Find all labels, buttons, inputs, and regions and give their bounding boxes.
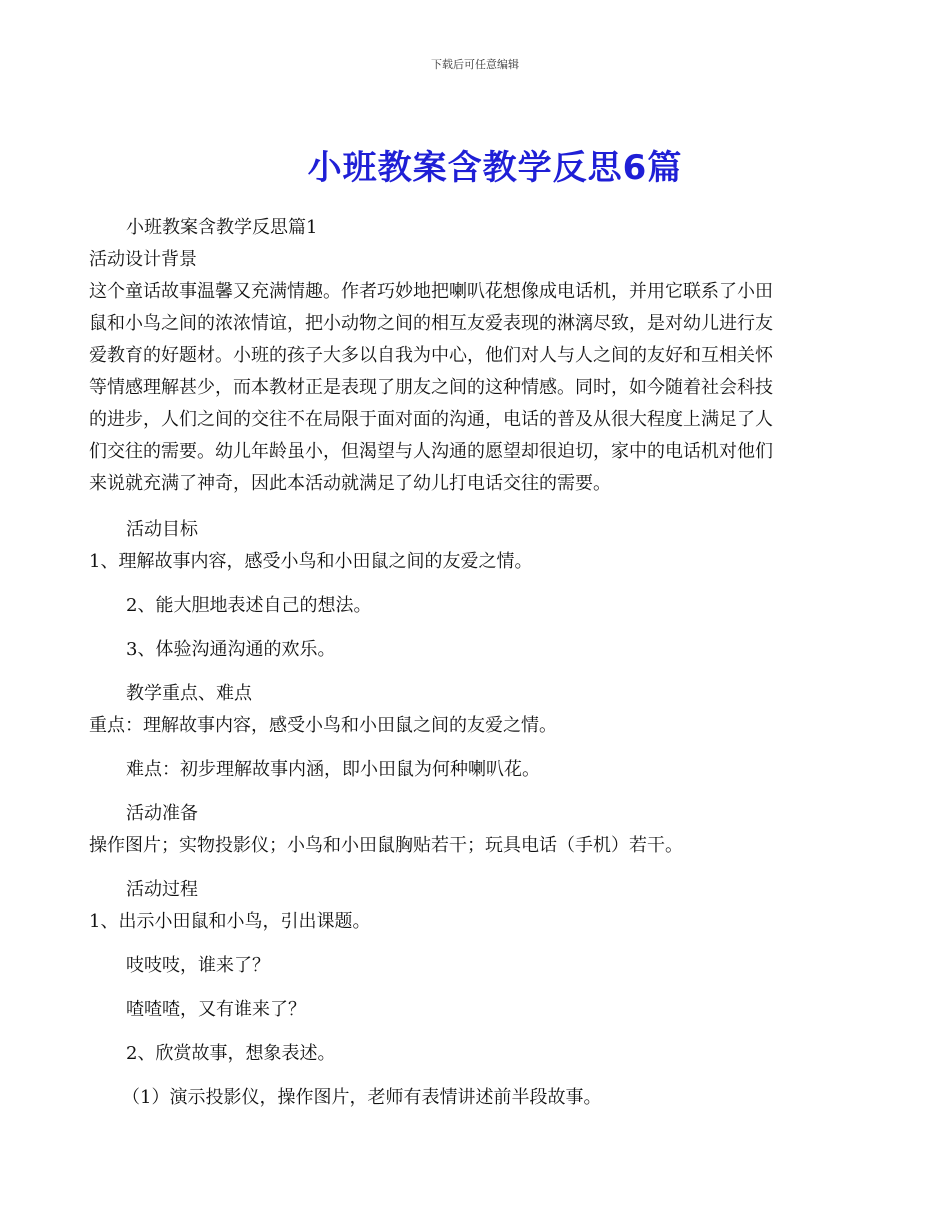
process-item: 吱吱吱，谁来了？: [126, 955, 270, 976]
process-item: 1、出示小田鼠和小鸟，引出课题。: [89, 911, 371, 932]
background-line: 的进步，人们之间的交往不在局限于面对面的沟通，电话的普及从很大程度上满足了人: [89, 409, 773, 430]
background-line: 来说就充满了神奇，因此本活动就满足了幼儿打电话交往的需要。: [89, 473, 611, 494]
background-heading: 活动设计背景: [89, 249, 197, 270]
goal-item: 1、理解故事内容，感受小鸟和小田鼠之间的友爱之情。: [89, 551, 533, 572]
difficulty: 难点：初步理解故事内涵，即小田鼠为何种喇叭花。: [126, 759, 540, 780]
process-heading: 活动过程: [126, 879, 198, 900]
background-line: 们交往的需要。幼儿年龄虽小，但渴望与人沟通的愿望却很迫切，家中的电话机对他们: [89, 441, 773, 462]
key-point: 重点：理解故事内容，感受小鸟和小田鼠之间的友爱之情。: [89, 715, 557, 736]
background-line: 爱教育的好题材。小班的孩子大多以自我为中心，他们对人与人之间的友好和互相关怀: [89, 345, 773, 366]
goals-heading: 活动目标: [126, 519, 198, 540]
document-body: [89, 212, 861, 1114]
process-item: （1）演示投影仪，操作图片，老师有表情讲述前半段故事。: [122, 1087, 602, 1108]
process-item: 喳喳喳，又有谁来了？: [126, 999, 306, 1020]
background-line: 等情感理解甚少，而本教材正是表现了朋友之间的这种情感。同时，如今随着社会科技: [89, 377, 773, 398]
prep-heading: 活动准备: [126, 803, 198, 824]
process-item: 2、欣赏故事，想象表述。: [126, 1043, 336, 1064]
goal-item: 2、能大胆地表述自己的想法。: [126, 595, 372, 616]
background-line: 鼠和小鸟之间的浓浓情谊，把小动物之间的相互友爱表现的淋漓尽致，是对幼儿进行友: [89, 313, 773, 334]
subtitle: 小班教案含教学反思篇1: [126, 217, 318, 238]
key-heading: 教学重点、难点: [126, 683, 252, 704]
header-note: 下载后可任意编辑: [431, 58, 519, 71]
document-title: 小班教案含教学反思6篇: [307, 148, 683, 188]
goal-item: 3、体验沟通沟通的欢乐。: [126, 639, 336, 660]
background-line: 这个童话故事温馨又充满情趣。作者巧妙地把喇叭花想像成电话机，并用它联系了小田: [89, 281, 773, 302]
background-paragraph: [89, 276, 861, 500]
prep-text: 操作图片；实物投影仪；小鸟和小田鼠胸贴若干；玩具电话（手机）若干。: [89, 835, 683, 856]
